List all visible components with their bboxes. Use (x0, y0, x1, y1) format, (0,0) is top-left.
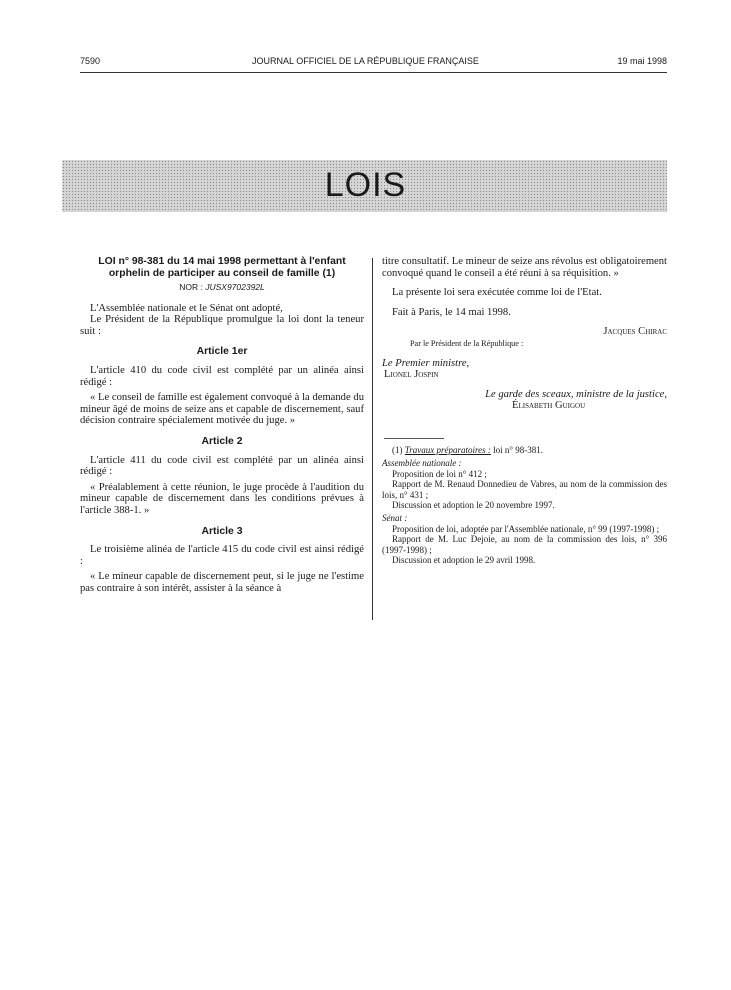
president-signature: Jacques Chirac (603, 326, 667, 338)
page-number: 7590 (80, 56, 101, 66)
by-president-line: Par le Président de la République : (410, 338, 524, 348)
senate-item-1: Proposition de loi, adoptée par l'Assemblée nationale, n° 99 (1997-1998) ; (392, 523, 660, 534)
article-3-text: Le troisième alinéa de l'article 415 du code civil est ainsi rédigé : (80, 544, 364, 567)
article-1-heading: Article 1er (196, 346, 248, 358)
intro-promulgation: Le Président de la République promulgue la loi dont la teneur suit : (80, 314, 364, 337)
senate-item-2: Rapport de M. Luc Dejoie, au nom de la commission des lois, n° 396 (1997-1998) ; (382, 534, 667, 555)
senate-item-3: Discussion et adoption le 29 avril 1998. (392, 555, 536, 565)
footnote-rule (384, 438, 444, 439)
prime-minister-name: Lionel Jospin (384, 369, 439, 381)
column-divider (372, 258, 373, 620)
footnotes (382, 438, 667, 565)
execution-clause: La présente loi sera exécutée comme loi de l'Etat. (392, 287, 602, 299)
signing-place-date: Fait à Paris, le 14 mai 1998. (392, 306, 511, 318)
article-2-heading: Article 2 (201, 435, 243, 447)
article-3-heading: Article 3 (201, 525, 243, 537)
section-title: LOIS (324, 166, 407, 204)
nor-reference: NOR : JUSX9702392L (179, 282, 265, 292)
assembly-item-1: Proposition de loi n° 412 ; (392, 468, 487, 479)
assembly-heading: Assemblée nationale : (382, 458, 462, 469)
article-2-quote: « Préalablement à cette réunion, le juge procède à l'audition du mineur capable de discernement dans les conditions prévues à l'article 388-1. » (80, 481, 364, 516)
assembly-item-2: Rapport de M. Renaud Donnedieu de Vabres, au nom de la commission des lois, n° 431 ; (382, 479, 667, 500)
article-1-quote: « Le conseil de famille est également convoqué à la demande du mineur âgé de moins de seize ans et capable de discernement, sauf décision contraire spécialement motivée du juge. » (80, 392, 364, 427)
prime-minister-title: Le Premier ministre, (382, 357, 470, 369)
assembly-item-3: Discussion et adoption le 20 novembre 1997. (392, 499, 555, 510)
justice-minister-title: Le garde des sceaux, ministre de la justice, (485, 388, 667, 400)
right-column (382, 256, 667, 565)
article-1-text: L'article 410 du code civil est complété par un alinéa ainsi rédigé : (80, 364, 364, 388)
left-column (80, 256, 364, 594)
journal-title: JOURNAL OFFICIEL DE LA RÉPUBLIQUE FRANÇAISE (252, 56, 479, 66)
article-3-quote: « Le mineur capable de discernement peut, si le juge ne l'estime pas contraire à son intérêt, assister à la séance à (80, 571, 364, 594)
intro-adopted: L'Assemblée nationale et le Sénat ont adopté, (90, 302, 283, 314)
justice-minister-name: Élisabeth Guigou (512, 400, 586, 412)
article-3-continued: titre consultatif. Le mineur de seize ans révolus est obligatoirement convoqué quand le conseil a été réuni à sa réquisition. » (382, 256, 667, 279)
article-2-text: L'article 411 du code civil est complété par un alinéa ainsi rédigé : (80, 454, 364, 478)
senate-heading: Sénat : (382, 513, 408, 524)
header-rule (80, 72, 667, 73)
issue-date: 19 mai 1998 (617, 56, 667, 66)
footnote-1: (1) Travaux préparatoires : loi n° 98-381. (392, 444, 544, 455)
law-title: LOI n° 98-381 du 14 mai 1998 permettant à l'enfant orphelin de participer au conseil de famille (1) (98, 256, 346, 279)
